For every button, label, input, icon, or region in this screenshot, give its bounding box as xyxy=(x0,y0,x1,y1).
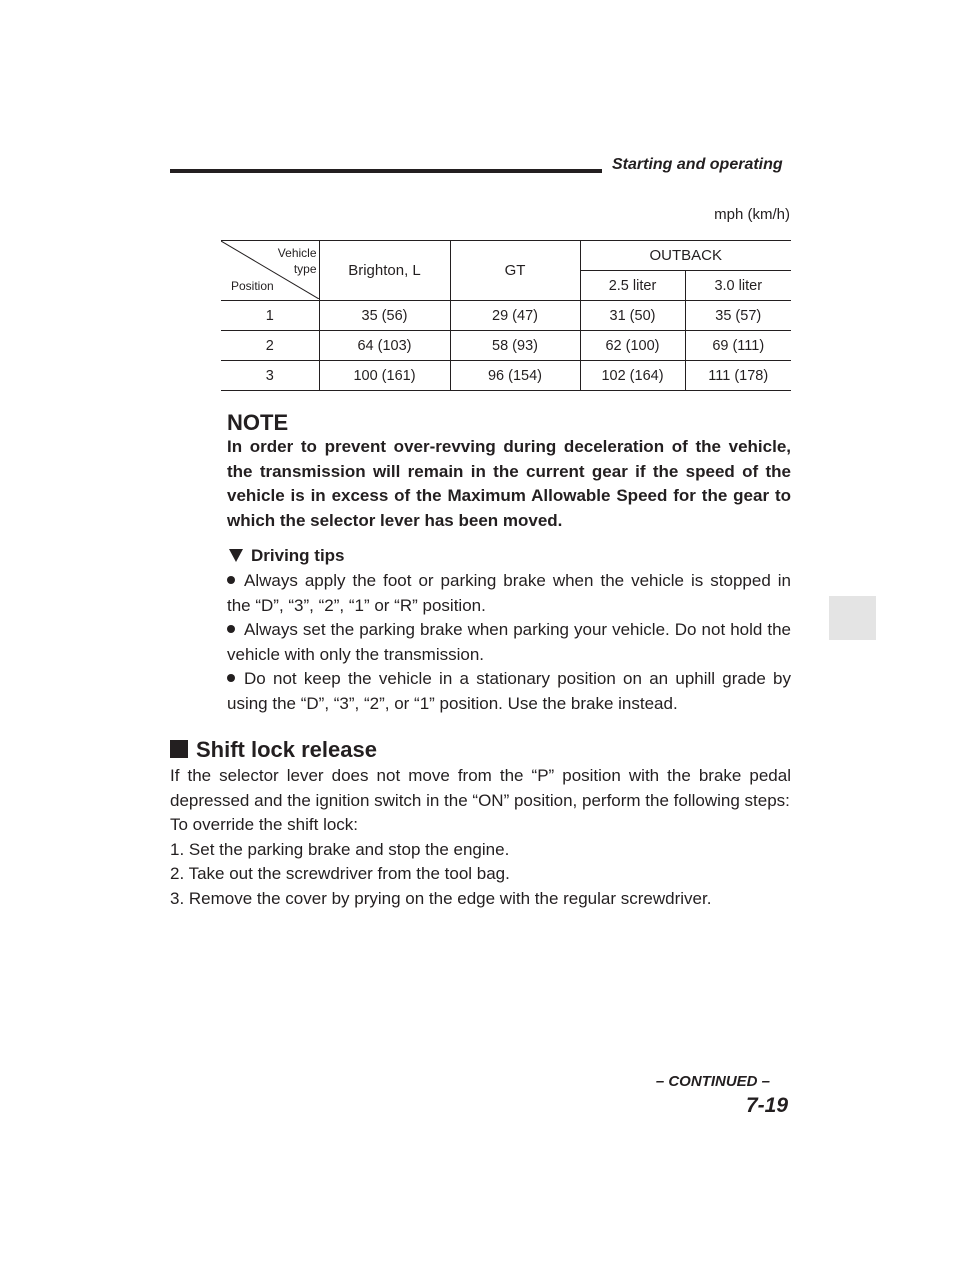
table-row xyxy=(221,361,791,391)
cell-brighton: 100 (161) xyxy=(319,361,450,391)
bullet-icon xyxy=(227,576,235,584)
corner-label-position: Position xyxy=(231,279,274,293)
bullet-icon xyxy=(227,674,235,682)
subcolumn-header-2-5-liter: 2.5 liter xyxy=(580,271,685,301)
column-header-brighton: Brighton, L xyxy=(319,241,450,301)
chapter-title: Starting and operating xyxy=(612,156,783,173)
step-item: 3. Remove the cover by prying on the edge with the regular screwdriver. xyxy=(170,888,712,908)
tip-text: Always apply the foot or parking brake when the vehicle is stopped in the “D”, “3”, “2”, “1” or “R” position. xyxy=(227,571,791,615)
cell-outback-3-0: 111 (178) xyxy=(685,361,791,391)
driving-tips-list xyxy=(227,569,791,716)
cell-outback-2-5: 102 (164) xyxy=(580,361,685,391)
square-bullet-icon xyxy=(170,740,188,758)
continued-label: – CONTINUED – xyxy=(655,1073,770,1090)
cell-position: 3 xyxy=(221,361,319,391)
list-item xyxy=(227,667,791,716)
cell-outback-3-0: 69 (111) xyxy=(685,331,791,361)
table-corner-cell xyxy=(221,241,319,301)
shift-lock-body xyxy=(170,764,791,911)
cell-outback-3-0: 35 (57) xyxy=(685,301,791,331)
note-body: In order to prevent over-revving during deceleration of the vehicle, the transmission will remain in the current gear if the speed of the vehicle is in excess of the Maximum Allowable Speed for the gear to which the selector lever has been moved. xyxy=(227,437,791,530)
cell-position: 1 xyxy=(221,301,319,331)
list-item xyxy=(227,569,791,618)
step-item: 2. Take out the screwdriver from the tool bag. xyxy=(170,864,510,883)
shift-lock-heading-text: Shift lock release xyxy=(196,737,377,762)
corner-label-vehicle: Vehicle xyxy=(277,246,317,260)
table-header-row xyxy=(221,241,791,271)
cell-position: 2 xyxy=(221,331,319,361)
driving-tips-heading xyxy=(229,546,345,566)
subcolumn-header-3-0-liter: 3.0 liter xyxy=(685,271,791,301)
triangle-down-icon xyxy=(229,549,243,562)
cell-brighton: 64 (103) xyxy=(319,331,450,361)
cell-brighton: 35 (56) xyxy=(319,301,450,331)
table-row xyxy=(221,331,791,361)
column-header-outback: OUTBACK xyxy=(580,241,791,271)
bullet-icon xyxy=(227,625,235,633)
cell-gt: 58 (93) xyxy=(450,331,580,361)
table-unit: mph (km/h) xyxy=(714,206,790,223)
column-header-gt: GT xyxy=(450,241,580,301)
shift-lock-heading xyxy=(170,737,377,763)
note-title: NOTE xyxy=(227,410,289,435)
step-item: 1. Set the parking brake and stop the engine. xyxy=(170,839,510,859)
cell-gt: 96 (154) xyxy=(450,361,580,391)
chapter-thumb-tab xyxy=(829,596,876,640)
tip-text: Do not keep the vehicle in a stationary position on an uphill grade by using the “D”, “3”, “2”, or “1” position. Use the brake instead. xyxy=(227,669,791,713)
corner-label-type: type xyxy=(293,262,317,276)
header-rule xyxy=(170,169,602,173)
driving-tips-heading-text: Driving tips xyxy=(251,546,345,565)
cell-gt: 29 (47) xyxy=(450,301,580,331)
cell-outback-2-5: 31 (50) xyxy=(580,301,685,331)
cell-outback-2-5: 62 (100) xyxy=(580,331,685,361)
shift-lock-lead: To override the shift lock: xyxy=(170,815,359,834)
list-item xyxy=(227,618,791,667)
shift-lock-intro: If the selector lever does not move from the “P” position with the brake pedal depressed and the ignition switch in the “ON” position, perform the following steps: xyxy=(170,766,791,810)
max-speed-table xyxy=(221,240,791,391)
tip-text: Always set the parking brake when parking your vehicle. Do not hold the vehicle with only the transmission. xyxy=(227,620,791,664)
page-number: 7-19 xyxy=(745,1094,788,1117)
table-row xyxy=(221,301,791,331)
